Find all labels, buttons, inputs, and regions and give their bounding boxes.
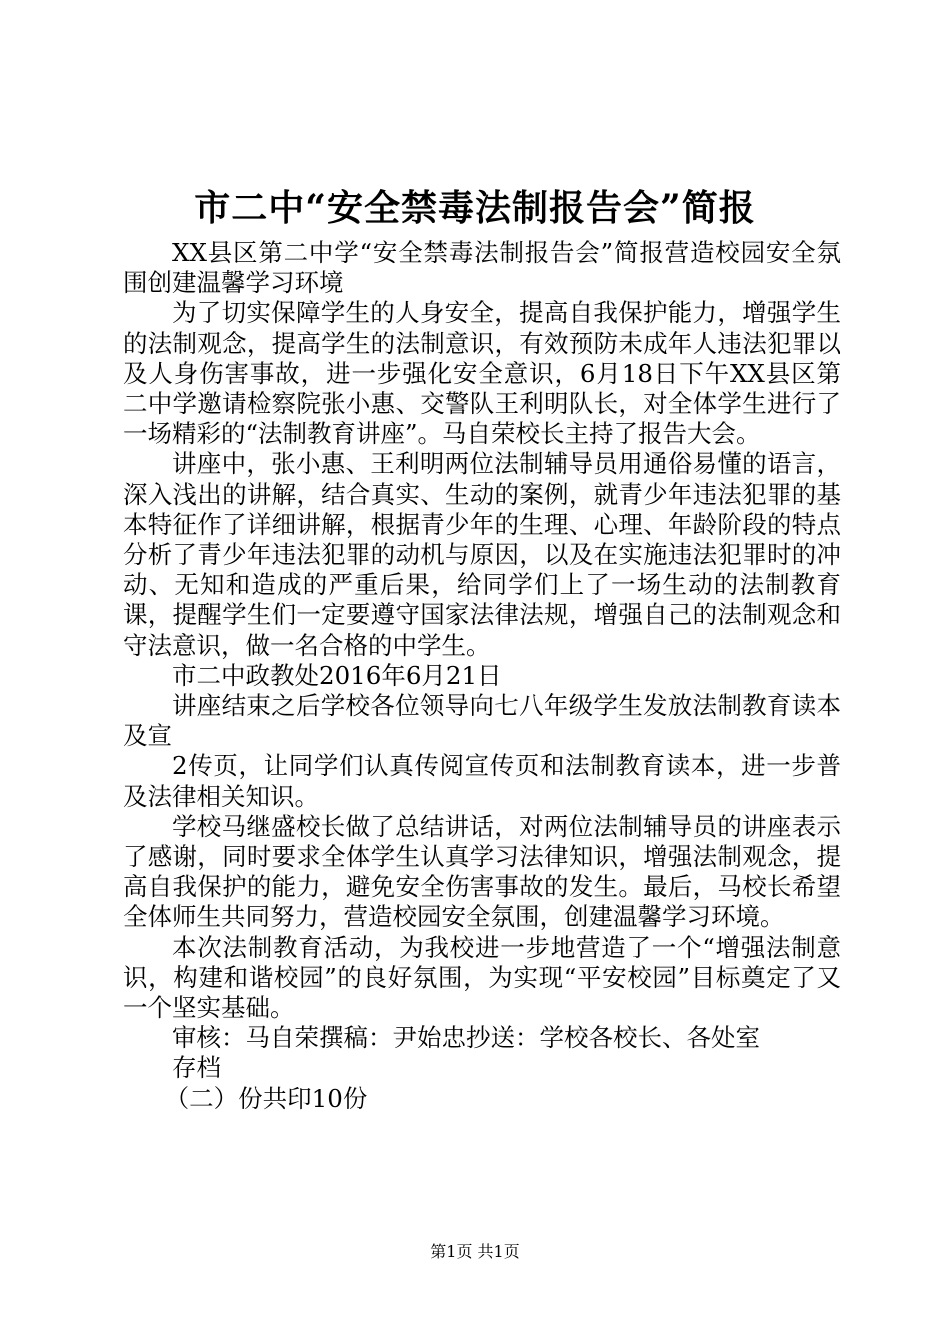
paragraph-summary-speech: 学校马继盛校长做了总结讲话，对两位法制辅导员的讲座表示了感谢，同时要求全体学生认真学习法律知识，增强法制观念，提高自我保护的能力，避免安全伤害事故的发生。最后，马校长希望全体师生共同努力，营造校园安全氛围，创建温馨学习环境。 <box>123 811 841 932</box>
paragraph-date: 市二中政教处2016年6月21日 <box>172 660 502 690</box>
paragraph-distribution-cont: 2传页，让同学们认真传阅宣传页和法制教育读本，进一步普及法律相关知识。 <box>123 751 841 811</box>
paragraph-conclusion: 本次法制教育活动，为我校进一步地营造了一个“增强法制意识，构建和谐校园”的良好氛围，为实现“平安校园”目标奠定了又一个坚实基础。 <box>123 932 841 1023</box>
document-body <box>123 238 841 1114</box>
paragraph-archive: 存档 <box>172 1053 221 1083</box>
paragraph-lecture: 讲座中，张小惠、王利明两位法制辅导员用通俗易懂的语言，深入浅出的讲解，结合真实、生动的案例，就青少年违法犯罪的基本特征作了详细讲解，根据青少年的生理、心理、年龄阶段的特点分析了青少年违法犯罪的动机与原因，以及在实施违法犯罪时的冲动、无知和造成的严重后果，给同学们上了一场生动的法制教育课，提醒学生们一定要遵守国家法律法规，增强自己的法制观念和守法意识，做一名合格的中学生。 <box>123 449 841 660</box>
paragraph-distribution: 讲座结束之后学校各位领导向七八年级学生发放法制教育读本及宣 <box>123 691 841 751</box>
document-title: 市二中“安全禁毒法制报告会”简报 <box>194 187 756 229</box>
paragraph-intro: XX县区第二中学“安全禁毒法制报告会”简报营造校园安全氛围创建温馨学习环境 <box>123 238 841 298</box>
paragraph-purpose: 为了切实保障学生的人身安全，提高自我保护能力，增强学生的法制观念，提高学生的法制意识，有效预防未成年人违法犯罪以及人身伤害事故，进一步强化安全意识，6月18日下午XX县区第二中学邀请检察院张小惠、交警队王利明队长，对全体学生进行了一场精彩的“法制教育讲座”。马自荣校长主持了报告大会。 <box>123 298 841 449</box>
page-footer: 第1页 共1页 <box>430 1242 520 1261</box>
paragraph-review-line: 审核：马自荣撰稿：尹始忠抄送：学校各校长、各处室 <box>172 1023 760 1053</box>
paragraph-copies: （二）份共印10份 <box>164 1083 368 1113</box>
